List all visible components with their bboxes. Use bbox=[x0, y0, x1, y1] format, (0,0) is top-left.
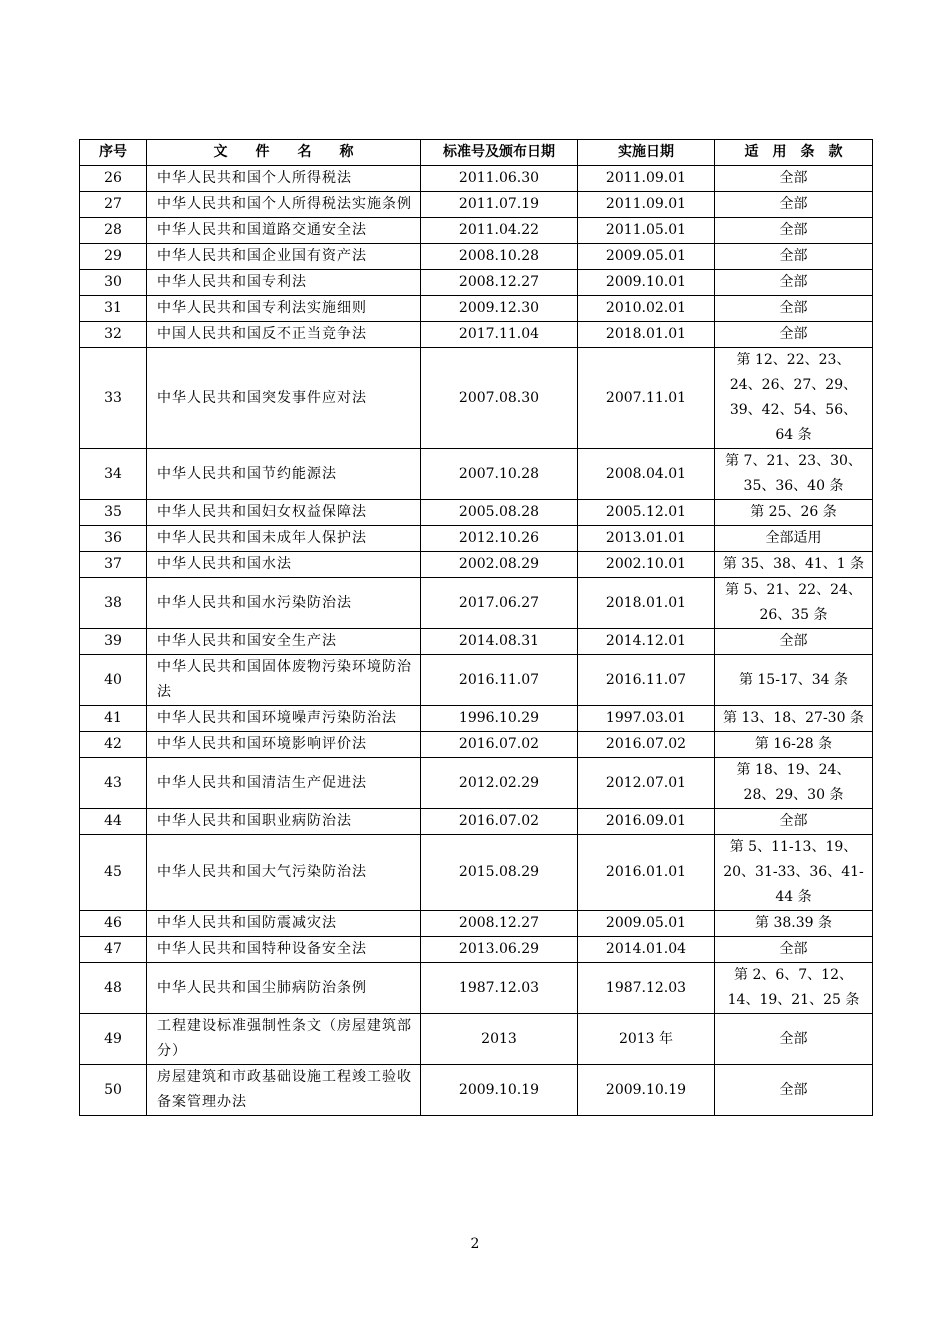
implementation-date: 2018.01.01 bbox=[578, 322, 715, 348]
document-name: 中华人民共和国个人所得税法 bbox=[147, 166, 421, 192]
applicable-clauses: 第 12、22、23、24、26、27、29、39、42、54、56、64 条 bbox=[715, 348, 873, 449]
table-row bbox=[80, 706, 873, 732]
implementation-date: 2012.07.01 bbox=[578, 758, 715, 809]
implementation-date: 2009.10.19 bbox=[578, 1065, 715, 1116]
implementation-date: 2013 年 bbox=[578, 1014, 715, 1065]
table-row bbox=[80, 1065, 873, 1116]
document-name: 中华人民共和国专利法实施细则 bbox=[147, 296, 421, 322]
table-row bbox=[80, 629, 873, 655]
row-number: 47 bbox=[80, 937, 147, 963]
implementation-date: 2016.07.02 bbox=[578, 732, 715, 758]
standard-date: 2002.08.29 bbox=[421, 552, 578, 578]
implementation-date: 2011.09.01 bbox=[578, 166, 715, 192]
regulations-table bbox=[79, 139, 873, 1116]
document-name: 中华人民共和国环境噪声污染防治法 bbox=[147, 706, 421, 732]
standard-date: 1987.12.03 bbox=[421, 963, 578, 1014]
row-number: 37 bbox=[80, 552, 147, 578]
standard-date: 2012.10.26 bbox=[421, 526, 578, 552]
implementation-date: 2009.10.01 bbox=[578, 270, 715, 296]
document-name: 中华人民共和国尘肺病防治条例 bbox=[147, 963, 421, 1014]
document-name: 中华人民共和国专利法 bbox=[147, 270, 421, 296]
table-row bbox=[80, 578, 873, 629]
standard-date: 2016.11.07 bbox=[421, 655, 578, 706]
table-header-row bbox=[80, 140, 873, 166]
implementation-date: 2014.12.01 bbox=[578, 629, 715, 655]
standard-date: 2007.10.28 bbox=[421, 449, 578, 500]
document-name: 中华人民共和国固体废物污染环境防治法 bbox=[147, 655, 421, 706]
row-number: 43 bbox=[80, 758, 147, 809]
standard-date: 1996.10.29 bbox=[421, 706, 578, 732]
standard-date: 2012.02.29 bbox=[421, 758, 578, 809]
applicable-clauses: 第 5、11-13、19、20、31-33、36、41-44 条 bbox=[715, 835, 873, 911]
row-number: 32 bbox=[80, 322, 147, 348]
header-no: 序号 bbox=[80, 140, 147, 166]
row-number: 46 bbox=[80, 911, 147, 937]
table-row bbox=[80, 809, 873, 835]
standard-date: 2009.12.30 bbox=[421, 296, 578, 322]
implementation-date: 1997.03.01 bbox=[578, 706, 715, 732]
applicable-clauses: 全部 bbox=[715, 322, 873, 348]
implementation-date: 2009.05.01 bbox=[578, 911, 715, 937]
row-number: 39 bbox=[80, 629, 147, 655]
standard-date: 2008.12.27 bbox=[421, 270, 578, 296]
table-row bbox=[80, 296, 873, 322]
applicable-clauses: 全部 bbox=[715, 192, 873, 218]
table-row bbox=[80, 1014, 873, 1065]
row-number: 29 bbox=[80, 244, 147, 270]
document-name: 中华人民共和国水法 bbox=[147, 552, 421, 578]
table-row bbox=[80, 552, 873, 578]
implementation-date: 2011.09.01 bbox=[578, 192, 715, 218]
header-clauses: 适 用 条 款 bbox=[715, 140, 873, 166]
standard-date: 2013 bbox=[421, 1014, 578, 1065]
implementation-date: 2016.11.07 bbox=[578, 655, 715, 706]
document-name: 中华人民共和国节约能源法 bbox=[147, 449, 421, 500]
table-row bbox=[80, 244, 873, 270]
header-name: 文 件 名 称 bbox=[147, 140, 421, 166]
implementation-date: 2011.05.01 bbox=[578, 218, 715, 244]
document-name: 中华人民共和国水污染防治法 bbox=[147, 578, 421, 629]
page-number: 2 bbox=[470, 1236, 480, 1252]
row-number: 42 bbox=[80, 732, 147, 758]
row-number: 49 bbox=[80, 1014, 147, 1065]
table-row bbox=[80, 500, 873, 526]
implementation-date: 2010.02.01 bbox=[578, 296, 715, 322]
row-number: 48 bbox=[80, 963, 147, 1014]
applicable-clauses: 全部 bbox=[715, 809, 873, 835]
applicable-clauses: 全部 bbox=[715, 244, 873, 270]
applicable-clauses: 第 16-28 条 bbox=[715, 732, 873, 758]
applicable-clauses: 第 5、21、22、24、26、35 条 bbox=[715, 578, 873, 629]
document-name: 中华人民共和国个人所得税法实施条例 bbox=[147, 192, 421, 218]
applicable-clauses: 第 2、6、7、12、14、19、21、25 条 bbox=[715, 963, 873, 1014]
implementation-date: 1987.12.03 bbox=[578, 963, 715, 1014]
implementation-date: 2008.04.01 bbox=[578, 449, 715, 500]
standard-date: 2017.11.04 bbox=[421, 322, 578, 348]
applicable-clauses: 第 15-17、34 条 bbox=[715, 655, 873, 706]
row-number: 41 bbox=[80, 706, 147, 732]
row-number: 50 bbox=[80, 1065, 147, 1116]
table-row bbox=[80, 526, 873, 552]
table-row bbox=[80, 732, 873, 758]
document-name: 中华人民共和国特种设备安全法 bbox=[147, 937, 421, 963]
document-name: 中华人民共和国妇女权益保障法 bbox=[147, 500, 421, 526]
standard-date: 2017.06.27 bbox=[421, 578, 578, 629]
row-number: 35 bbox=[80, 500, 147, 526]
applicable-clauses: 全部 bbox=[715, 296, 873, 322]
row-number: 30 bbox=[80, 270, 147, 296]
standard-date: 2005.08.28 bbox=[421, 500, 578, 526]
row-number: 28 bbox=[80, 218, 147, 244]
header-std-date: 标准号及颁布日期 bbox=[421, 140, 578, 166]
document-name: 中华人民共和国环境影响评价法 bbox=[147, 732, 421, 758]
applicable-clauses: 全部 bbox=[715, 1014, 873, 1065]
document-name: 中华人民共和国防震减灾法 bbox=[147, 911, 421, 937]
table-row bbox=[80, 963, 873, 1014]
standard-date: 2009.10.19 bbox=[421, 1065, 578, 1116]
implementation-date: 2002.10.01 bbox=[578, 552, 715, 578]
implementation-date: 2016.09.01 bbox=[578, 809, 715, 835]
standard-date: 2008.12.27 bbox=[421, 911, 578, 937]
table-row bbox=[80, 758, 873, 809]
table-row bbox=[80, 348, 873, 449]
row-number: 44 bbox=[80, 809, 147, 835]
standard-date: 2007.08.30 bbox=[421, 348, 578, 449]
applicable-clauses: 全部 bbox=[715, 218, 873, 244]
row-number: 31 bbox=[80, 296, 147, 322]
table-row bbox=[80, 166, 873, 192]
standard-date: 2008.10.28 bbox=[421, 244, 578, 270]
implementation-date: 2007.11.01 bbox=[578, 348, 715, 449]
row-number: 26 bbox=[80, 166, 147, 192]
document-name: 中华人民共和国安全生产法 bbox=[147, 629, 421, 655]
applicable-clauses: 第 35、38、41、1 条 bbox=[715, 552, 873, 578]
document-name: 中华人民共和国清洁生产促进法 bbox=[147, 758, 421, 809]
standard-date: 2011.04.22 bbox=[421, 218, 578, 244]
table-row bbox=[80, 192, 873, 218]
implementation-date: 2005.12.01 bbox=[578, 500, 715, 526]
table-row bbox=[80, 655, 873, 706]
standard-date: 2011.07.19 bbox=[421, 192, 578, 218]
standard-date: 2016.07.02 bbox=[421, 732, 578, 758]
implementation-date: 2014.01.04 bbox=[578, 937, 715, 963]
table-row bbox=[80, 218, 873, 244]
applicable-clauses: 第 13、18、27-30 条 bbox=[715, 706, 873, 732]
applicable-clauses: 全部适用 bbox=[715, 526, 873, 552]
standard-date: 2013.06.29 bbox=[421, 937, 578, 963]
applicable-clauses: 全部 bbox=[715, 166, 873, 192]
implementation-date: 2016.01.01 bbox=[578, 835, 715, 911]
table-row bbox=[80, 937, 873, 963]
document-name: 中华人民共和国突发事件应对法 bbox=[147, 348, 421, 449]
table-row bbox=[80, 911, 873, 937]
applicable-clauses: 第 7、21、23、30、35、36、40 条 bbox=[715, 449, 873, 500]
standard-date: 2015.08.29 bbox=[421, 835, 578, 911]
row-number: 45 bbox=[80, 835, 147, 911]
implementation-date: 2013.01.01 bbox=[578, 526, 715, 552]
document-name: 中华人民共和国大气污染防治法 bbox=[147, 835, 421, 911]
standard-date: 2014.08.31 bbox=[421, 629, 578, 655]
row-number: 36 bbox=[80, 526, 147, 552]
document-name: 中华人民共和国道路交通安全法 bbox=[147, 218, 421, 244]
standard-date: 2016.07.02 bbox=[421, 809, 578, 835]
implementation-date: 2009.05.01 bbox=[578, 244, 715, 270]
table-row bbox=[80, 835, 873, 911]
implementation-date: 2018.01.01 bbox=[578, 578, 715, 629]
document-name: 房屋建筑和市政基础设施工程竣工验收备案管理办法 bbox=[147, 1065, 421, 1116]
row-number: 27 bbox=[80, 192, 147, 218]
document-name: 工程建设标准强制性条文（房屋建筑部分） bbox=[147, 1014, 421, 1065]
document-name: 中国人民共和国反不正当竞争法 bbox=[147, 322, 421, 348]
row-number: 33 bbox=[80, 348, 147, 449]
table-row bbox=[80, 322, 873, 348]
row-number: 38 bbox=[80, 578, 147, 629]
document-name: 中华人民共和国企业国有资产法 bbox=[147, 244, 421, 270]
standard-date: 2011.06.30 bbox=[421, 166, 578, 192]
document-name: 中华人民共和国职业病防治法 bbox=[147, 809, 421, 835]
applicable-clauses: 全部 bbox=[715, 937, 873, 963]
applicable-clauses: 全部 bbox=[715, 1065, 873, 1116]
applicable-clauses: 全部 bbox=[715, 629, 873, 655]
header-impl-date: 实施日期 bbox=[578, 140, 715, 166]
table-row bbox=[80, 449, 873, 500]
row-number: 40 bbox=[80, 655, 147, 706]
applicable-clauses: 全部 bbox=[715, 270, 873, 296]
applicable-clauses: 第 18、19、24、28、29、30 条 bbox=[715, 758, 873, 809]
table-row bbox=[80, 270, 873, 296]
document-name: 中华人民共和国未成年人保护法 bbox=[147, 526, 421, 552]
applicable-clauses: 第 25、26 条 bbox=[715, 500, 873, 526]
row-number: 34 bbox=[80, 449, 147, 500]
applicable-clauses: 第 38.39 条 bbox=[715, 911, 873, 937]
